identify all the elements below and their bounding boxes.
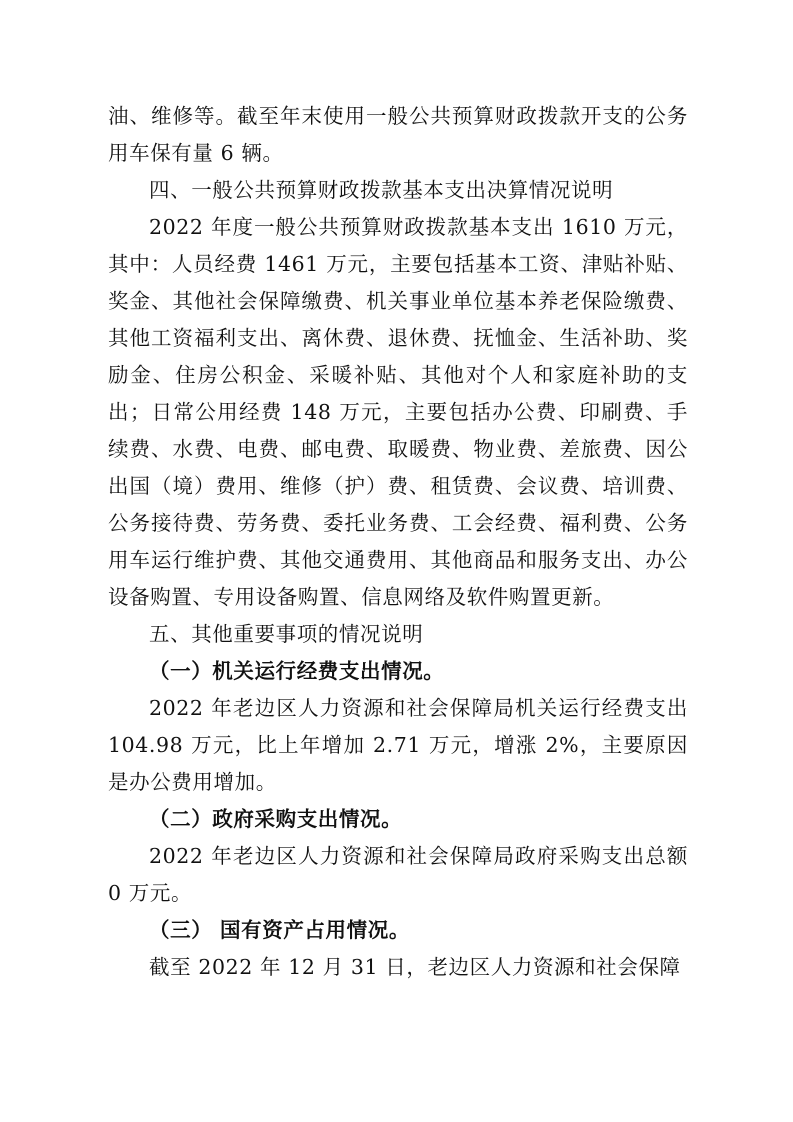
paragraph-continuation: 油、维修等。截至年末使用一般公共预算财政拨款开支的公务用车保有量 6 辆。: [108, 104, 688, 165]
section-heading-4: 四、一般公共预算财政拨款基本支出决算情况说明: [149, 178, 614, 202]
document-body: [108, 98, 688, 986]
subsection-heading-2: （二）政府采购支出情况。: [149, 807, 403, 831]
section-4-paragraph: 2022 年度一般公共预算财政拨款基本支出 1610 万元，其中：人员经费 1461 万元，主要包括基本工资、津贴补贴、奖金、其他社会保障缴费、机关事业单位基本养老保险缴费、其他工资福利支出、离休费、退休费、抚恤金、生活补助、奖励金、住房公积金、采暖补贴、其他对个人和家庭补助的支出；日常公用经费 148 万元，主要包括办公费、印刷费、手续费、水费、电费、邮电费、取暖费、物业费、差旅费、因公出国（境）费用、维修（护）费、租赁费、会议费、培训费、公务接待费、劳务费、委托业务费、工会经费、福利费、公务用车运行维护费、其他交通费用、其他商品和服务支出、办公设备购置、专用设备购置、信息网络及软件购置更新。: [108, 215, 688, 609]
section-heading-5: 五、其他重要事项的情况说明: [149, 622, 424, 646]
subsection-heading-3: （三） 国有资产占用情况。: [149, 918, 410, 942]
subsection-3-paragraph: 截至 2022 年 12 月 31 日，老边区人力资源和社会保障: [149, 955, 681, 979]
subsection-heading-1: （一）机关运行经费支出情况。: [149, 659, 445, 683]
subsection-2-paragraph: 2022 年老边区人力资源和社会保障局政府采购支出总额 0 万元。: [108, 844, 688, 905]
subsection-1-paragraph: 2022 年老边区人力资源和社会保障局机关运行经费支出 104.98 万元，比上年增加 2.71 万元，增涨 2%，主要原因是办公费用增加。: [108, 696, 688, 794]
